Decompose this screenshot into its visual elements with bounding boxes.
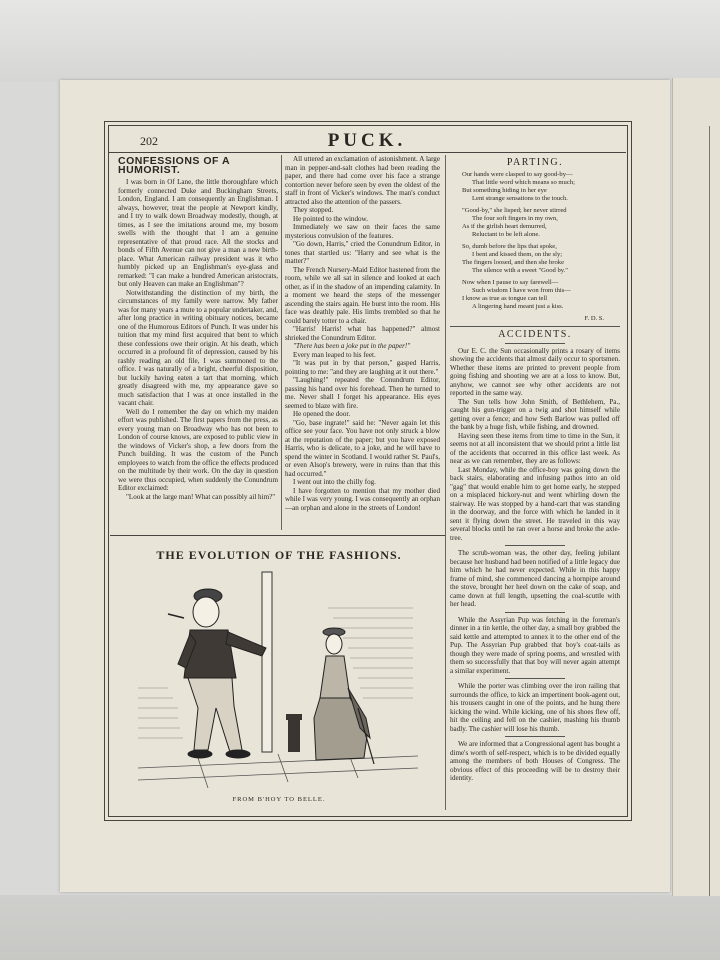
illustration xyxy=(118,540,440,812)
article-paragraph: "Go, base ingrate!" said he: "Never again let this office see your face. You have not only struck a blow at the reputation of the paper; but you have exposed Harris, who is delicate, to a joke, and he will have to spend the winter in Scotland. I would rather St. Paul's, or even Alsop's brewery, were in ruins than that this had occurred." xyxy=(285,418,440,478)
divider xyxy=(505,343,565,344)
article-paragraph: "Harris! Harris! what has happened?" almost shrieked the Conundrum Editor. xyxy=(285,325,440,342)
article-title-confessions: CONFESSIONS OF A HUMORIST. xyxy=(118,155,230,176)
column-rule xyxy=(445,155,446,810)
article-paragraph: I went out into the chilly fog. xyxy=(293,478,376,486)
article-confessions-col1 xyxy=(118,155,278,530)
article-paragraph: The Sun tells how John Smith, of Bethlehem, Pa., caught his gun-trigger on a twig and shot himself while getting over a fence; and how Seth Barlow was pulled off the bank by a huge fish, while fishing, and drowned. xyxy=(450,397,620,431)
article-paragraph: While the porter was climbing over the iron railing that surrounds the office, to kick an impertinent book-agent out, his trousers caught in one of the points, and he hung there kicking the wind. While kicking, one of his shoes flew off, hit the ceiling and fell on the cashier, mashing his thumb badly. The cashier will lose his thumb. xyxy=(450,682,620,733)
article-paragraph: He pointed to the window. xyxy=(293,214,368,223)
article-paragraph: "Laughing!" repeated the Conundrum Editor, passing his hand over his forehead. Then he turned to me. Never shall I forget his appearance. His eyes seemed to blaze with fire. xyxy=(285,376,440,410)
article-paragraph: Having seen these items from time to time in the Sun, it seems not at all inconsistent that we should print a little list of the accidents that occurred in this office last week. As near as we can remember, they are as follows: xyxy=(450,431,620,465)
article-paragraph: Immediately we saw on their faces the same mysterious convulsion of the features. xyxy=(285,223,440,240)
poem-stanza: "Good-by," she lisped; her never stirred The four soft fingers in my own, As if the girlish heart demurred, Reluctant to be left alone. xyxy=(462,206,567,238)
article-paragraph: We are informed that a Congressional agent has bought a dime's worth of self-respect, which is to be divided equally among the members of both Houses of Congress. The obvious effect of this proceeding will be to destroy their identity. xyxy=(450,740,620,782)
article-paragraph: Every man leaped to his feet. xyxy=(293,350,376,359)
article-paragraph: Notwithstanding the distinction of my birth, the circumstances of my family were narrow. My father was for many years a mute to a popular undertaker, and, after long practice in writing obituary notices, became one of the Humorous Editors of Punch. It was under his tuition that my mind first acquired that bent to which these confessions owe their origin. At his death, which occurred in a profound fit of depression, caused by his rashly reading an old file, I was summoned to the office. I was naturally of a bright, cheerful disposition, but luckily having eaten a tart that morning, which greatly disagreed with me, my appearance gave so much satisfaction that I was at once installed in the vacant chair. xyxy=(118,288,278,407)
masthead-title: PUCK. xyxy=(327,130,407,151)
right-column xyxy=(450,155,620,815)
divider xyxy=(505,545,565,546)
article-paragraph: Well do I remember the day on which my maiden effort was published. The first papers from the press, as every young man on Broadway who has not been to London of course knows, are exposed to public view in the windows of Vicker's shop, a few doors from the Punch building. It was the custom of the Punch employees to watch from the office the effects produced on the multitude by their work. On the day in question we were thus occupied, when suddenly the Conundrum Editor exclaimed: xyxy=(118,407,278,492)
illustration-caption: FROM B'HOY TO BELLE. xyxy=(232,796,326,803)
article-paragraph: "There has been a joke put in the paper!" xyxy=(293,342,411,350)
poem-signature: F. D. S. xyxy=(584,314,604,322)
article-paragraph: I was born in Of Lane, the little thoroughfare which formerly connected Duke and Buckingham Streets, London, England. I am consequently an Englishman. I always, however, treat the people at Newport kindly, and I try to walk down Broadway modestly, though, at times, as I see the imitations around me, my bosom swells with the thought that I am a genuine representative of that proud race. All the stocks and bonds of Fifth Avenue can not give a man a new birth-place. What American railway president was it who humbly picked up an Englishman's eye-glass and remarked: "I can make a hundred American aristocrats, but only Heaven can make an Englishman"? xyxy=(118,178,278,288)
masthead xyxy=(108,128,626,154)
poem-stanza: Now when I pause to say farewell— Such wisdom I have won from this— I know as true as tongue can tell A lingering hand meant just a kiss. xyxy=(462,278,571,310)
article-paragraph: "Go down, Harris," cried the Conundrum Editor, in tones that startled us: "Harry and see what is the matter?" xyxy=(285,240,440,265)
poem-title: PARTING. xyxy=(506,157,564,168)
accidents-title: ACCIDENTS. xyxy=(498,329,572,340)
illustration-drawing xyxy=(138,568,418,794)
page-number: 202 xyxy=(140,134,158,148)
column-rule xyxy=(281,155,282,530)
article-paragraph: The scrub-woman was, the other day, feeling jubilant because her husband had been notified of a little legacy due him which he had never expected. While in this happy frame of mind, she commenced dancing a hornpipe around the stove, brought her heel down on the cake of soap, and came down at full length, upsetting the coal-scuttle with her head. xyxy=(450,549,620,608)
backdrop-bottom xyxy=(0,895,720,960)
article-paragraph: Our E. C. the Sun occasionally prints a rosary of items showing the accidents that almost daily occur to sportsmen. Whether these items are printed to prevent people from going fishing and shooting we are at a loss to know. But, anyhow, we cannot see why other accidents are not reported in the same way. xyxy=(450,346,620,397)
divider xyxy=(505,678,565,679)
article-paragraph: While the Assyrian Pup was fetching in the foreman's dinner in a tin kettle, the other day, a small boy grabbed the said kettle and attempted to annex it to the other end of the Pup. The Assyrian Pup grabbed that boy's coat-tails as though they were made of spring poems, and wrestled with them so successfully that that boy will never again attempt a similar experiment. xyxy=(450,615,620,675)
article-paragraph: Last Monday, while the office-boy was going down the back stairs, elaborating and infusing pathos into an old "gag" that would enable him to get home early, he stepped on a misplaced hickory-nut and went whirling down the stairway. He was stopped by a hand-cart that was standing in the doorway, and the force with which he landed in it sent it flying down the street. He traveled in this way several blocks until he ran over a horse and broke the axle-tree. xyxy=(450,465,620,542)
backdrop-top xyxy=(0,0,720,82)
poem-stanza: Our hands were clasped to say good-by— That little word which means so much; But something hiding in her eye Lent strange sensations to the touch. xyxy=(462,170,575,202)
article-paragraph: All uttered an exclamation of astonishment. A large man in pepper-and-salt clothes had been reading the paper, and there had come over his face a strange contortion never before seen by even the oldest of the staff in front of Vicker's windows. The man's conduct attracted also the attention of the passers. xyxy=(285,155,440,206)
article-paragraph: "It was put in by that person," gasped Harris, pointing to me: "and they are laughing at it out there." xyxy=(285,359,440,376)
section-divider xyxy=(450,326,620,327)
poem-stanza: So, dumb before the lips that spoke, I bent and kissed them, on the sly; The fingers loosed, and then she broke The silence with a sweet "Good by." xyxy=(462,242,568,274)
article-paragraph: He opened the door. xyxy=(293,410,351,418)
article-paragraph: I have forgotten to mention that my mother died while I was very young. I was consequently an orphan—an orphan and alone in the streets of London! xyxy=(285,486,440,512)
adjacent-page-edge xyxy=(672,78,720,896)
article-paragraph: They stopped. xyxy=(293,206,334,214)
divider xyxy=(505,736,565,737)
article-paragraph: "Look at the large man! What can possibly ail him?" xyxy=(126,492,276,501)
illustration-rule xyxy=(110,535,445,536)
masthead-rule xyxy=(108,152,626,153)
illustration-title: THE EVOLUTION OF THE FASHIONS. xyxy=(156,548,402,562)
article-paragraph: The French Nursery-Maid Editor hastened from the room, while we all sat in silence and looked at each other, as if in the shadow of an impending calamity. In a moment we heard the steps of the messenger ascending the stairs again. He burst into the room. His face was deathly pale. His limbs trembled so that he could barely totter to a chair. xyxy=(285,265,440,325)
divider xyxy=(505,612,565,613)
article-confessions-col2 xyxy=(285,155,440,530)
